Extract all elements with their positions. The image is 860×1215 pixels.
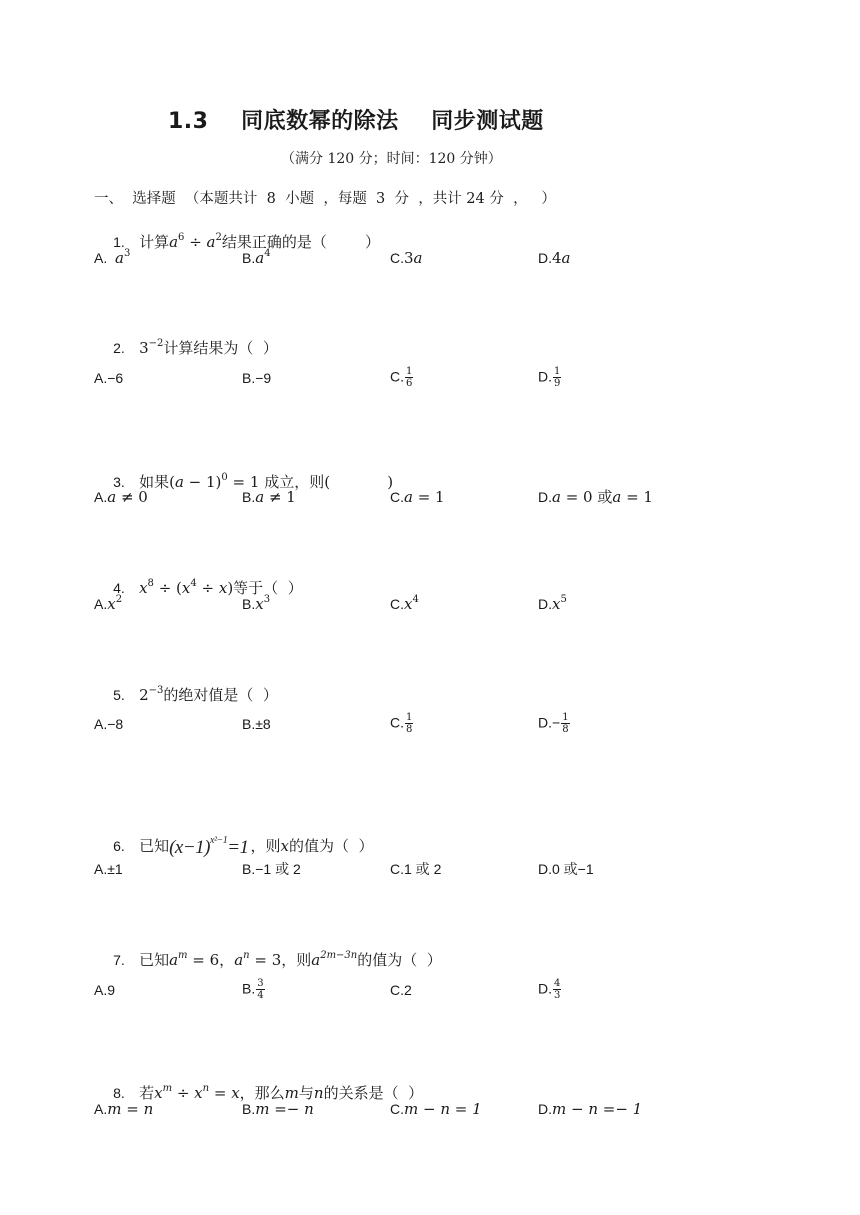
q4-option-d[interactable]: $D.x^5$	[538, 594, 567, 613]
q3-option-b[interactable]: B.a ≠ 1	[242, 488, 296, 506]
q6-option-b[interactable]: B.−1 或 2	[242, 861, 301, 877]
q8-option-d[interactable]: D.m − n =− 1	[538, 1100, 643, 1118]
section-heading: 一、 选择题 （本题共计 8 小题 ，每题 3 分 ，共计 24 分 ， ）	[94, 191, 556, 207]
q6-option-d[interactable]: D.0 或−1	[538, 861, 594, 877]
q2-option-a[interactable]: A.−6	[94, 370, 124, 386]
q7-option-b[interactable]: B. $\frac{3}{4}$	[242, 978, 264, 1001]
fraction: $\frac{3}{4}$	[257, 978, 264, 1001]
q6-option-c[interactable]: C.1 或 2	[390, 861, 442, 877]
q8-option-c[interactable]: C.m − n = 1	[390, 1100, 482, 1118]
q1-option-c[interactable]: C.3a	[390, 249, 423, 267]
q1-option-b[interactable]: $B.a^4$	[242, 248, 271, 267]
q3-option-a[interactable]: A.a ≠ 0	[94, 488, 148, 506]
equation-image: $(x-1)^{x^2-1}=1$	[169, 835, 249, 858]
fraction: $\frac{1}{9}$	[554, 366, 561, 389]
q5-option-c[interactable]: C. $\frac{1}{8}$	[390, 712, 413, 735]
q4-option-a[interactable]: $A.x^2$	[94, 594, 123, 613]
q3-option-c[interactable]: C.a = 1	[390, 488, 445, 506]
question-7: 7. 已知$a^m = 6$，$a^n = 3$，则$a^{2m-3n}$的值为（ ）	[113, 950, 442, 969]
q4-option-c[interactable]: $C.x^4$	[390, 594, 419, 613]
q4-option-b[interactable]: $B.x^3$	[242, 594, 271, 613]
fraction: $\frac{1}{8}$	[406, 712, 413, 735]
q3-option-d[interactable]: D.a = 0 或a = 1	[538, 488, 653, 506]
page-subtitle: （满分 120 分；时间：120 分钟）	[281, 151, 502, 167]
q2-option-d[interactable]: D. $\frac{1}{9}$	[538, 366, 561, 389]
fraction: $\frac{1}{6}$	[406, 366, 413, 389]
fraction: $\frac{1}{8}$	[562, 712, 569, 735]
q1-option-d[interactable]: D.4a	[538, 249, 571, 267]
q7-option-c[interactable]: C.2	[390, 982, 412, 998]
q2-option-c[interactable]: C. $\frac{1}{6}$	[390, 366, 413, 389]
question-4: 4. $x^8 \div (x^4 \div x)$等于（ ）	[113, 578, 303, 597]
question-3: 3. 如果$(a - 1)^0 = 1$ 成立，则( )	[113, 472, 394, 491]
q6-option-a[interactable]: A.±1	[94, 861, 123, 877]
page-title: 1.3 同底数幂的除法 同步测试题	[168, 109, 544, 134]
q8-option-b[interactable]: B.m =− n	[242, 1100, 314, 1118]
q8-option-a[interactable]: A.m = n	[94, 1100, 154, 1118]
q1-option-a[interactable]: A. $a^3$	[94, 248, 131, 267]
q5-option-d[interactable]: D.− $\frac{1}{8}$	[538, 712, 569, 735]
q5-option-b[interactable]: B.±8	[242, 716, 271, 732]
question-1: 1. 计算$a^6 \div a^2$结果正确的是（ ）	[113, 232, 381, 251]
q7-option-d[interactable]: D. $\frac{4}{3}$	[538, 978, 561, 1001]
question-6: 6. 已知$(x-1)^{x^2-1}=1$ ，则x的值为（ ）	[113, 835, 374, 858]
fraction: $\frac{4}{3}$	[554, 978, 561, 1001]
q5-option-a[interactable]: A.−8	[94, 716, 124, 732]
question-5: 5. $2^{-3}$的绝对值是（ ）	[113, 685, 278, 704]
question-2: 2. $3^{-2}$计算结果为（ ）	[113, 338, 278, 357]
q7-option-a[interactable]: A.9	[94, 982, 116, 998]
q2-option-b[interactable]: B.−9	[242, 370, 272, 386]
question-8: 8. 若$x^m \div x^n = x$，那么m与n的关系是（ ）	[113, 1083, 424, 1102]
